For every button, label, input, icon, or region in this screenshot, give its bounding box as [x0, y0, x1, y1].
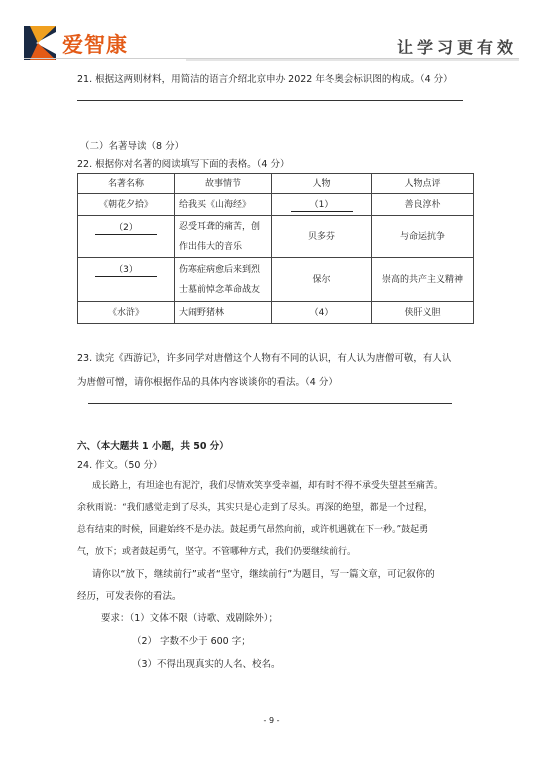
table-row — [78, 258, 474, 302]
brand-logo-icon — [24, 26, 56, 60]
section-6-title: 六、（本大题共 1 小题，共 50 分） — [77, 441, 229, 452]
requirement-2: （2） 字数不少于 600 字； — [132, 636, 251, 647]
cell-plot: 大闹野猪林 — [175, 302, 272, 324]
cell-character-blank[interactable]: （1） — [272, 194, 372, 216]
question-21: 21. 根据这两则材料，用简洁的语言介绍北京申办 2022 年冬奥会标识图的构成。（4 分） — [77, 74, 453, 85]
header-character: 人物 — [272, 174, 372, 194]
essay-prompt-line2: 经历，可发表你的看法。 — [77, 591, 182, 602]
question-23-line1: 23. 读完《西游记》，许多同学对唐僧这个人物有不同的认识，有人认为唐僧可敬，有人认 — [77, 353, 452, 364]
cell-comment: 与命运抗争 — [372, 216, 474, 258]
cell-comment: 崇高的共产主义精神 — [372, 258, 474, 302]
cell-book-blank[interactable]: （2） — [78, 216, 175, 258]
page-number: - 9 - — [263, 716, 280, 725]
cell-book: 《朝花夕拾》 — [78, 194, 175, 216]
cell-character: 保尔 — [272, 258, 372, 302]
cell-plot: 伤寒症病愈后来到烈士墓前悼念革命战友 — [175, 258, 272, 302]
cell-book-blank[interactable]: （3） — [78, 258, 175, 302]
table-row — [78, 302, 474, 324]
cell-comment: 侠肝义胆 — [372, 302, 474, 324]
header-comment: 人物点评 — [372, 174, 474, 194]
essay-material-line: 成长路上，有坦途也有泥泞，我们尽情欢笑享受幸福，却有时不得不承受失望甚至痛苦。 — [92, 481, 444, 491]
cell-plot: 忍受耳聋的痛苦，创作出伟大的音乐 — [175, 216, 272, 258]
header-divider-shade — [186, 59, 519, 61]
table-row — [78, 216, 474, 258]
table-row — [78, 194, 474, 216]
requirement-1: 要求：（1）文体不限（诗歌、戏剧除外）； — [101, 613, 279, 624]
answer-line-21[interactable] — [77, 100, 463, 101]
table-header-row — [78, 174, 474, 194]
cell-comment: 善良淳朴 — [372, 194, 474, 216]
requirement-3: （3）不得出现真实的人名、校名。 — [132, 659, 281, 670]
essay-material-line: 气，放下；或者鼓起勇气，坚守。不管哪种方式，我们仍要继续前行。 — [77, 547, 357, 557]
cell-book: 《水浒》 — [78, 302, 175, 324]
header-book-name: 名著名称 — [78, 174, 175, 194]
question-24: 24. 作文。（50 分） — [77, 460, 163, 471]
cell-character-blank[interactable]: （4） — [272, 302, 372, 324]
essay-material-line: 余秋雨说：“我们感觉走到了尽头，其实只是心走到了尽头。再深的绝望，都是一个过程， — [77, 503, 433, 513]
books-table — [77, 173, 474, 324]
question-22: 22. 根据你对名著的阅读填写下面的表格。（4 分） — [77, 159, 290, 170]
question-23-line2: 为唐僧可憎，请你根据作品的具体内容谈谈你的看法。（4 分） — [77, 377, 338, 388]
section-2-title: （二）名著导读（8 分） — [80, 141, 185, 152]
essay-prompt-line1: 请你以“放下，继续前行”或者“坚守，继续前行”为题目，写一篇文章，可记叙你的 — [92, 569, 435, 580]
cell-plot: 给我买《山海经》 — [175, 194, 272, 216]
slogan: 让学习更有效 — [396, 38, 517, 57]
header-plot: 故事情节 — [175, 174, 272, 194]
answer-line-23[interactable] — [88, 403, 452, 404]
essay-material-line: 总有结束的时候，回避始终不是办法。鼓起勇气昂然向前，或许机遇就在下一秒。”鼓起勇 — [77, 525, 429, 535]
cell-character: 贝多芬 — [272, 216, 372, 258]
brand-name: 爱智康 — [62, 33, 128, 57]
